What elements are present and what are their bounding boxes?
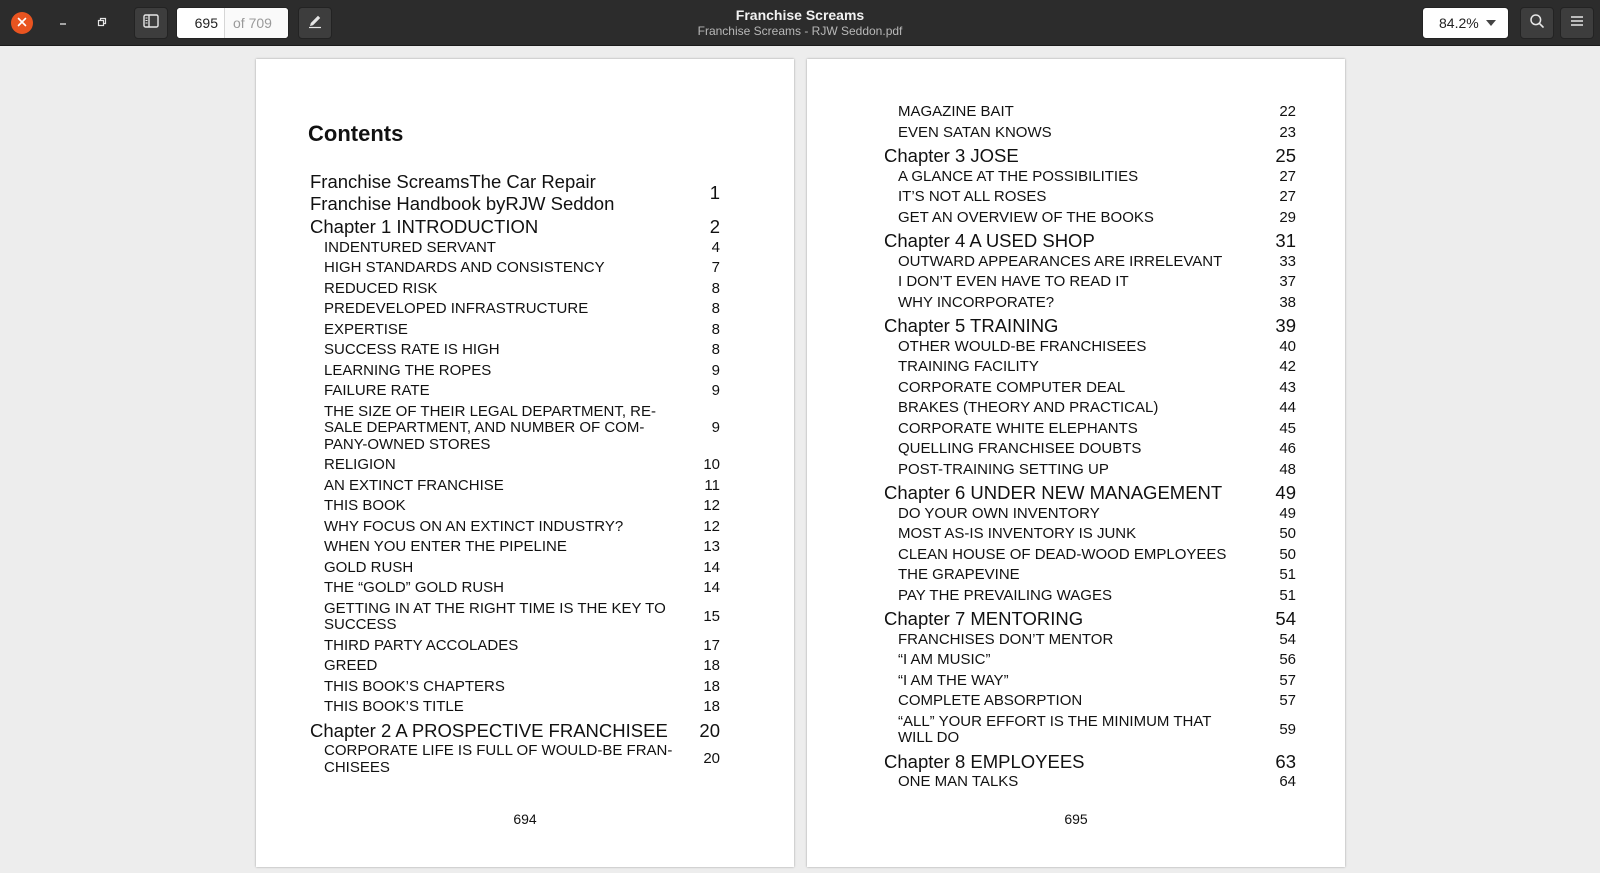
toc-entry-page: 8 <box>711 279 720 297</box>
toc-entry-page: 46 <box>1279 440 1296 457</box>
toc-entry-title: HIGH STANDARDS AND CONSISTENCY <box>324 259 605 276</box>
toc-entry-page: 18 <box>703 657 720 674</box>
toc-section-entry[interactable] <box>884 398 1296 419</box>
search-button[interactable] <box>1520 7 1554 39</box>
restore-icon <box>97 14 107 32</box>
toc-entry-title: DO YOUR OWN INVENTORY <box>898 504 1100 522</box>
toc-section-entry[interactable] <box>884 187 1296 208</box>
toc-entry-page: 33 <box>1279 252 1296 270</box>
toc-entry-title: THIS BOOK <box>324 497 406 514</box>
toc-entry-title: THE SIZE OF THEIR LEGAL DEPARTMENT, RE-SALE DEPARTMENT, AND NUMBER OF COM-PANY-OWNED STORES <box>324 402 656 453</box>
toc-entry-title: EVEN SATAN KNOWS <box>898 123 1052 141</box>
toc-entry-page: 20 <box>703 750 720 768</box>
main-menu-button[interactable] <box>1560 7 1594 39</box>
toc-section-entry[interactable] <box>884 272 1296 293</box>
toc-entry-title: WHY FOCUS ON AN EXTINCT INDUSTRY? <box>324 517 624 535</box>
toc-entry-page: 48 <box>1279 460 1296 478</box>
header-bar <box>0 0 1600 46</box>
document-page-right <box>807 59 1345 867</box>
toc-entry-title: THE “GOLD” GOLD RUSH <box>324 579 505 596</box>
toc-entry-title: COMPLETE ABSORPTION <box>898 692 1083 709</box>
toc-entry-title: CLEAN HOUSE OF DEAD-WOOD EMPLOYEES <box>898 545 1227 563</box>
toc-entry-page: 17 <box>703 636 720 654</box>
toc-entry-page: 43 <box>1279 378 1296 396</box>
toc-entry-page: 20 <box>699 719 720 741</box>
toc-entry-title: CORPORATE WHITE ELEPHANTS <box>898 419 1138 437</box>
toc-entry-title: SUCCESS RATE IS HIGH <box>324 341 500 358</box>
toc-section-entry[interactable] <box>310 741 720 778</box>
toc-section-entry[interactable] <box>310 381 720 402</box>
toc-chapter-entry[interactable] <box>884 313 1296 337</box>
toc-list <box>310 169 720 778</box>
toc-entry-title: IT’S NOT ALL ROSES <box>898 188 1047 205</box>
toc-entry-page: 64 <box>1279 773 1296 790</box>
toc-entry-page: 14 <box>703 579 720 596</box>
toc-entry-title: I DON’T EVEN HAVE TO READ IT <box>898 273 1129 290</box>
toc-entry-page: 27 <box>1279 188 1296 205</box>
page-number-label: 695 <box>1064 811 1088 827</box>
toc-entry-title: OTHER WOULD-BE FRANCHISEES <box>898 337 1147 355</box>
toc-entry-page: 44 <box>1279 399 1296 416</box>
toc-section-entry[interactable] <box>884 565 1296 586</box>
window-subtitle: Franchise Screams - RJW Seddon.pdf <box>697 24 903 38</box>
toc-section-entry[interactable] <box>310 476 720 497</box>
toc-entry-page: 56 <box>1279 651 1296 668</box>
toc-entry-title: Chapter 4 A USED SHOP <box>884 230 1095 251</box>
toc-entry-title: Chapter 7 MENTORING <box>884 608 1084 629</box>
toc-section-entry[interactable] <box>884 524 1296 545</box>
toc-section-entry[interactable] <box>884 691 1296 712</box>
search-icon <box>1529 13 1545 34</box>
toc-section-entry[interactable] <box>884 378 1296 399</box>
toc-entry-title: INDENTURED SERVANT <box>324 238 496 256</box>
toc-entry-page: 4 <box>711 238 720 256</box>
toc-entry-title: MOST AS-IS INVENTORY IS JUNK <box>898 525 1137 542</box>
toc-section-entry[interactable] <box>310 677 720 698</box>
toc-section-entry[interactable] <box>310 697 720 718</box>
toc-section-entry[interactable] <box>310 599 720 636</box>
toc-entry-page: 18 <box>703 698 720 715</box>
toc-entry-page: 9 <box>711 419 720 436</box>
toc-section-entry[interactable] <box>310 258 720 279</box>
toc-entry-page: 59 <box>1279 720 1296 738</box>
toc-entry-title: AN EXTINCT FRANCHISE <box>324 476 504 494</box>
page-number-input[interactable] <box>177 8 224 38</box>
toc-entry-title: WHY INCORPORATE? <box>898 293 1055 311</box>
toc-section-entry[interactable] <box>310 496 720 517</box>
chevron-down-icon <box>1486 20 1496 26</box>
toc-entry-title: MAGAZINE BAIT <box>898 103 1014 120</box>
toc-section-entry[interactable] <box>884 208 1296 229</box>
toc-section-entry[interactable] <box>310 455 720 476</box>
window-title: Franchise Screams <box>735 7 865 23</box>
minimize-icon <box>58 14 68 32</box>
toc-section-entry[interactable] <box>310 299 720 320</box>
toc-entry-page: 11 <box>704 476 720 494</box>
toc-entry-page: 40 <box>1279 337 1296 355</box>
toc-entry-title: TRAINING FACILITY <box>898 358 1039 375</box>
sidebar-icon <box>143 14 159 33</box>
toc-entry-title: “ALL” YOUR EFFORT IS THE MINIMUM THAT WILL DO <box>898 712 1212 746</box>
toc-chapter-entry[interactable] <box>884 143 1296 167</box>
toc-section-entry[interactable] <box>310 558 720 579</box>
toc-entry-page: 29 <box>1279 208 1296 226</box>
toc-section-entry[interactable] <box>310 238 720 259</box>
toc-entry-page: 8 <box>711 300 720 317</box>
toc-list <box>884 102 1296 793</box>
toc-section-entry[interactable] <box>884 772 1296 793</box>
toc-section-entry[interactable] <box>884 252 1296 273</box>
toc-entry-title: CORPORATE LIFE IS FULL OF WOULD-BE FRAN-CHISEES <box>324 742 673 776</box>
toc-section-entry[interactable] <box>884 439 1296 460</box>
toc-entry-title: LEARNING THE ROPES <box>324 361 492 379</box>
toc-section-entry[interactable] <box>884 671 1296 692</box>
hamburger-icon <box>1570 14 1584 32</box>
toc-entry-page: 1 <box>709 181 720 203</box>
toc-section-entry[interactable] <box>310 517 720 538</box>
annotate-button[interactable] <box>298 7 332 39</box>
toc-entry-title: OUTWARD APPEARANCES ARE IRRELEVANT <box>898 252 1223 270</box>
toc-chapter-entry[interactable] <box>884 228 1296 252</box>
toc-entry-title: CORPORATE COMPUTER DEAL <box>898 378 1126 396</box>
toc-entry-title: REDUCED RISK <box>324 279 438 297</box>
toc-entry-page: 15 <box>703 607 720 625</box>
toc-entry-title: Chapter 3 JOSE <box>884 145 1019 166</box>
toc-section-entry[interactable] <box>310 636 720 657</box>
close-window-button[interactable] <box>11 12 33 34</box>
toc-section-entry[interactable] <box>884 460 1296 481</box>
toc-chapter-entry[interactable] <box>310 718 720 742</box>
toc-entry-page: 49 <box>1279 504 1296 522</box>
toc-entry-title: Chapter 1 INTRODUCTION <box>310 216 539 237</box>
toc-entry-title: QUELLING FRANCHISEE DOUBTS <box>898 440 1142 457</box>
toc-entry-title: GETTING IN AT THE RIGHT TIME IS THE KEY TO SUCCESS <box>324 599 666 633</box>
toc-entry-page: 13 <box>703 538 720 555</box>
toc-section-entry[interactable] <box>884 650 1296 671</box>
toc-entry-page: 45 <box>1279 419 1296 437</box>
page-number-label: 694 <box>513 811 537 827</box>
toc-entry-page: 9 <box>711 382 720 399</box>
toc-chapter-entry[interactable] <box>310 214 720 238</box>
toc-entry-title: Chapter 2 A PROSPECTIVE FRANCHISEE <box>310 719 668 741</box>
toc-entry-page: 27 <box>1279 167 1296 185</box>
toc-entry-page: 49 <box>1275 482 1296 503</box>
toc-entry-page: 50 <box>1279 545 1296 563</box>
toc-section-entry[interactable] <box>884 293 1296 314</box>
toc-entry-page: 54 <box>1279 630 1296 648</box>
toc-entry-title: “I AM THE WAY” <box>898 671 1009 689</box>
toc-entry-page: 51 <box>1279 586 1296 604</box>
toc-entry-page: 57 <box>1279 692 1296 709</box>
close-icon <box>17 14 27 32</box>
restore-window-button[interactable] <box>91 12 113 34</box>
toc-entry-title: THE GRAPEVINE <box>898 566 1020 583</box>
toc-entry-title: GET AN OVERVIEW OF THE BOOKS <box>898 208 1154 226</box>
toc-section-entry[interactable] <box>310 340 720 361</box>
toc-entry-page: 10 <box>703 456 720 473</box>
toc-section-entry[interactable] <box>310 656 720 677</box>
toc-entry-page: 22 <box>1279 103 1296 120</box>
toc-entry-title: PREDEVELOPED INFRASTRUCTURE <box>324 300 589 317</box>
toc-section-entry[interactable] <box>310 537 720 558</box>
page-total-label: of 709 <box>224 8 288 38</box>
toc-chapter-entry[interactable] <box>884 749 1296 773</box>
toc-entry-title: RELIGION <box>324 456 396 473</box>
toc-entry-page: 12 <box>703 497 720 514</box>
toc-entry-title: Chapter 8 EMPLOYEES <box>884 750 1085 772</box>
toc-entry-page: 37 <box>1279 273 1296 290</box>
toc-entry-title: A GLANCE AT THE POSSIBILITIES <box>898 167 1139 185</box>
toc-entry-title: THIRD PARTY ACCOLADES <box>324 636 519 654</box>
toc-section-entry[interactable] <box>884 167 1296 188</box>
toc-entry-title: Chapter 5 TRAINING <box>884 315 1059 336</box>
toc-entry-title: PAY THE PREVAILING WAGES <box>898 586 1112 604</box>
toc-section-entry[interactable] <box>884 419 1296 440</box>
toc-entry-page: 50 <box>1279 525 1296 542</box>
toc-entry-title: ONE MAN TALKS <box>898 773 1019 790</box>
toc-entry-page: 2 <box>709 216 720 237</box>
toc-entry-page: 25 <box>1275 145 1296 166</box>
toc-entry-page: 23 <box>1279 123 1296 141</box>
toc-entry-title: Franchise ScreamsThe Car Repair Franchise Handbook byRJW Seddon <box>310 171 615 214</box>
toc-entry-page: 14 <box>703 558 720 576</box>
toc-section-entry[interactable] <box>310 578 720 599</box>
toc-entry-page: 54 <box>1275 608 1296 629</box>
toc-entry-page: 7 <box>711 259 720 276</box>
sidebar-toggle-button[interactable] <box>134 7 168 39</box>
toc-entry-page: 8 <box>711 341 720 358</box>
toc-entry-title: Chapter 6 UNDER NEW MANAGEMENT <box>884 482 1223 503</box>
toc-section-entry[interactable] <box>310 402 720 456</box>
toc-entry-title: THIS BOOK’S TITLE <box>324 698 464 715</box>
toc-section-entry[interactable] <box>884 586 1296 607</box>
document-page-left <box>256 59 794 867</box>
toc-entry-title: POST-TRAINING SETTING UP <box>898 460 1109 478</box>
toc-entry-page: 12 <box>703 517 720 535</box>
toc-section-entry[interactable] <box>884 357 1296 378</box>
toc-chapter-entry[interactable] <box>310 169 720 214</box>
toc-entry-page: 63 <box>1275 750 1296 772</box>
toc-section-entry[interactable] <box>310 279 720 300</box>
toc-chapter-entry[interactable] <box>884 606 1296 630</box>
zoom-selector[interactable] <box>1422 7 1509 39</box>
toc-section-entry[interactable] <box>884 102 1296 123</box>
toc-entry-page: 9 <box>711 361 720 379</box>
toc-section-entry[interactable] <box>884 545 1296 566</box>
toc-entry-title: GOLD RUSH <box>324 558 414 576</box>
toc-entry-page: 51 <box>1279 566 1296 583</box>
toc-section-entry[interactable] <box>884 712 1296 749</box>
minimize-window-button[interactable] <box>52 12 74 34</box>
contents-heading: Contents <box>308 121 404 146</box>
toc-entry-page: 8 <box>711 320 720 338</box>
toc-entry-title: THIS BOOK’S CHAPTERS <box>324 677 505 695</box>
toc-section-entry[interactable] <box>884 630 1296 651</box>
toc-entry-page: 39 <box>1275 315 1296 336</box>
toc-entry-page: 31 <box>1275 230 1296 251</box>
toc-entry-title: GREED <box>324 657 378 674</box>
toc-section-entry[interactable] <box>310 320 720 341</box>
toc-entry-title: FRANCHISES DON’T MENTOR <box>898 630 1114 648</box>
page-selector <box>176 7 289 39</box>
toc-entry-page: 57 <box>1279 671 1296 689</box>
toc-entry-title: EXPERTISE <box>324 320 408 338</box>
pencil-icon <box>307 13 323 34</box>
toc-section-entry[interactable] <box>884 123 1296 144</box>
toc-entry-title: BRAKES (THEORY AND PRACTICAL) <box>898 399 1159 416</box>
toc-entry-title: “I AM MUSIC” <box>898 651 991 668</box>
toc-section-entry[interactable] <box>310 361 720 382</box>
toc-entry-page: 18 <box>703 677 720 695</box>
toc-section-entry[interactable] <box>884 504 1296 525</box>
toc-section-entry[interactable] <box>884 337 1296 358</box>
toc-entry-title: FAILURE RATE <box>324 382 430 399</box>
toc-entry-page: 38 <box>1279 293 1296 311</box>
toc-chapter-entry[interactable] <box>884 480 1296 504</box>
toc-entry-title: WHEN YOU ENTER THE PIPELINE <box>324 538 567 555</box>
toc-entry-page: 42 <box>1279 358 1296 375</box>
zoom-value: 84.2% <box>1439 15 1479 31</box>
